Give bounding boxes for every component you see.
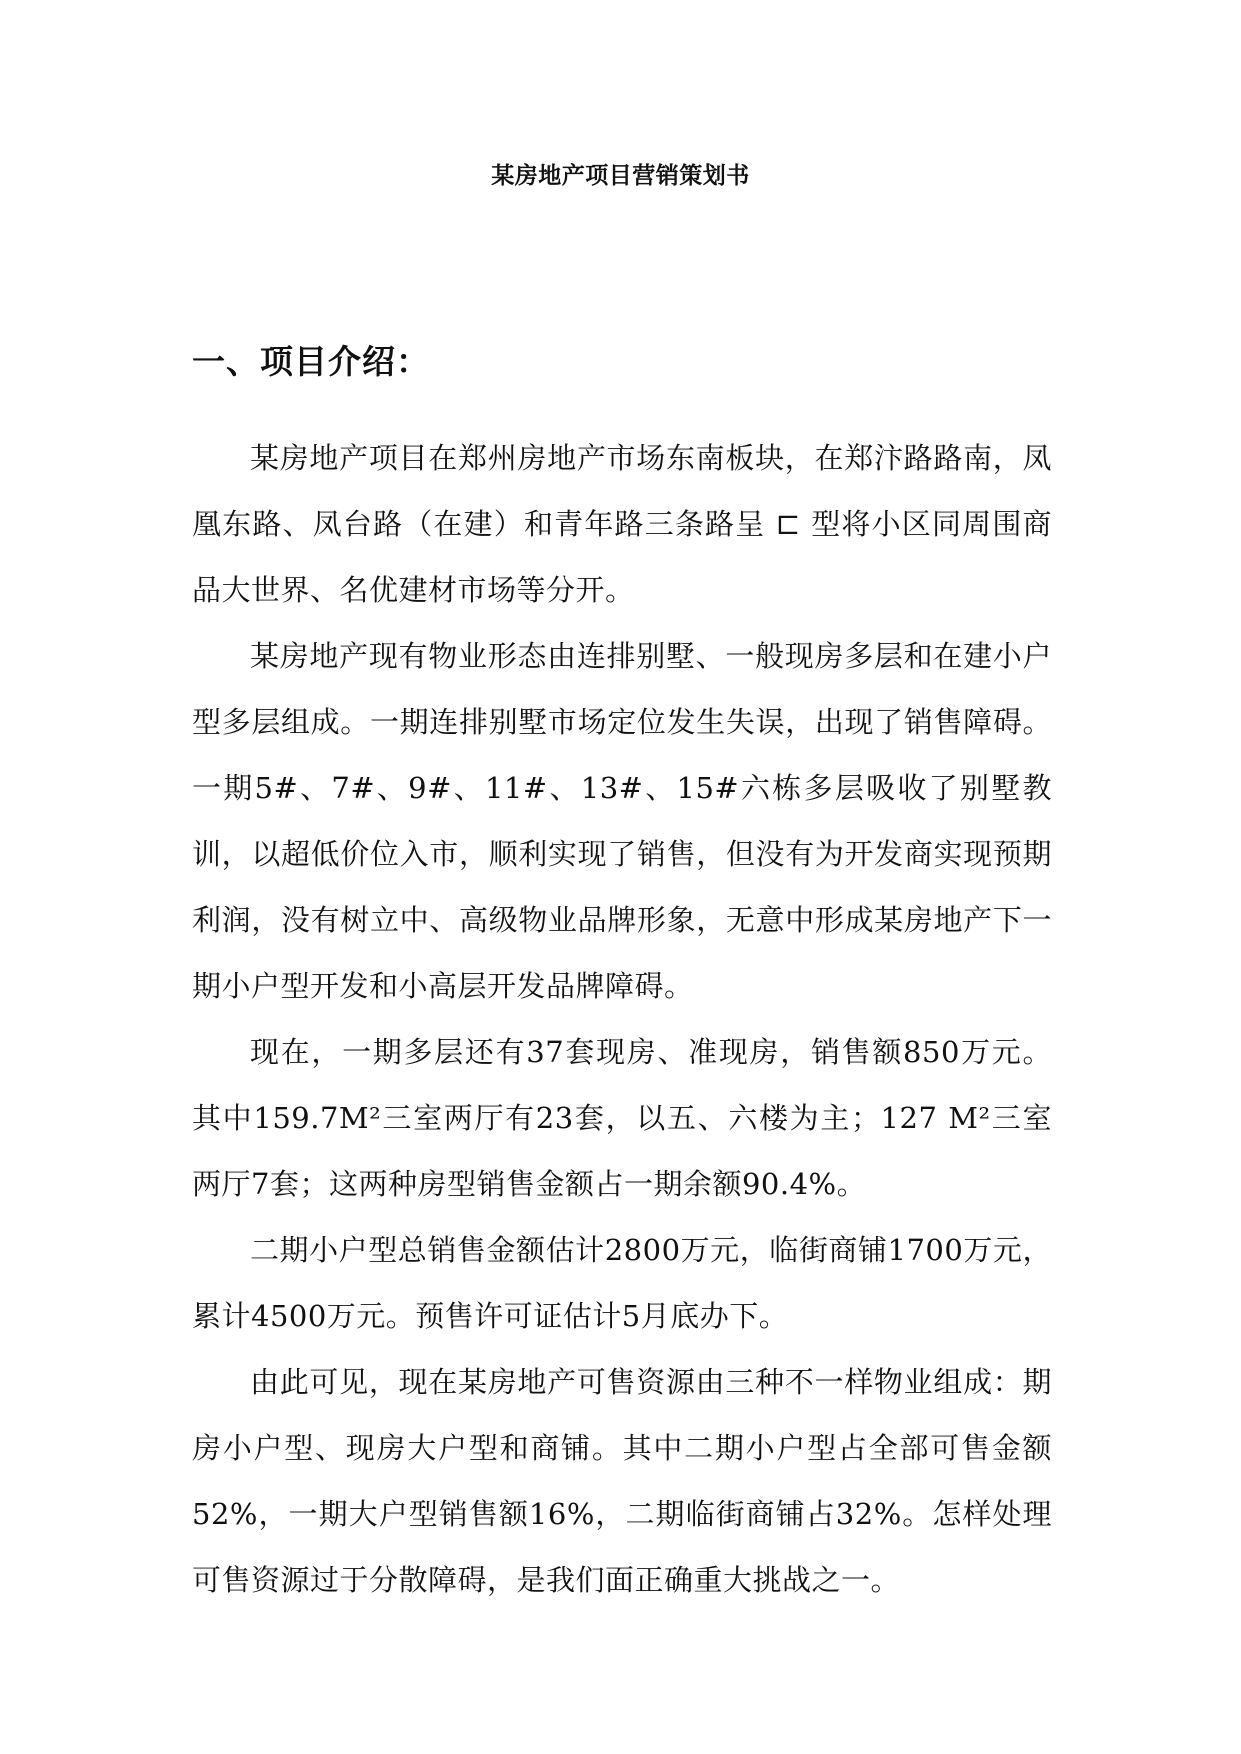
section-heading: 一、项目介绍： [192,342,430,381]
paragraph-conclusion: 由此可见，现在某房地产可售资源由三种不一样物业组成：期房小户型、现房大户型和商铺。其中二期小户型占全部可售金额52%，一期大户型销售额16%，二期临街商铺占32%。怎样处理可售资源过于分散障碍，是我们面正确重大挑战之一。 [192,1365,1052,1597]
body-text [192,425,1052,1613]
document-title: 某房地产项目营销策划书 [491,163,750,189]
paragraph-property-types: 某房地产现有物业形态由连排别墅、一般现房多层和在建小户型多层组成。一期连排别墅市场定位发生失误，出现了销售障碍。一期5#、7#、9#、11#、13#、15#六栋多层吸收了别墅教训，以超低价位入市，顺利实现了销售，但没有为开发商实现预期利润，没有树立中、高级物业品牌形象，无意中形成某房地产下一期小户型开发和小高层开发品牌障碍。 [192,639,1052,1003]
paragraph-phase-two: 二期小户型总销售金额估计2800万元，临街商铺1700万元，累计4500万元。预售许可证估计5月底办下。 [192,1233,1052,1333]
paragraph-inventory: 现在，一期多层还有37套现房、准现房，销售额850万元。其中159.7M²三室两厅有23套，以五、六楼为主；127 M²三室两厅7套；这两种房型销售金额占一期余额90.4%。 [192,1035,1052,1201]
paragraph-location: 某房地产项目在郑州房地产市场东南板块，在郑汴路路南，凤凰东路、凤台路（在建）和青年路三条路呈 ⊏ 型将小区同周围商品大世界、名优建材市场等分开。 [192,441,1052,607]
